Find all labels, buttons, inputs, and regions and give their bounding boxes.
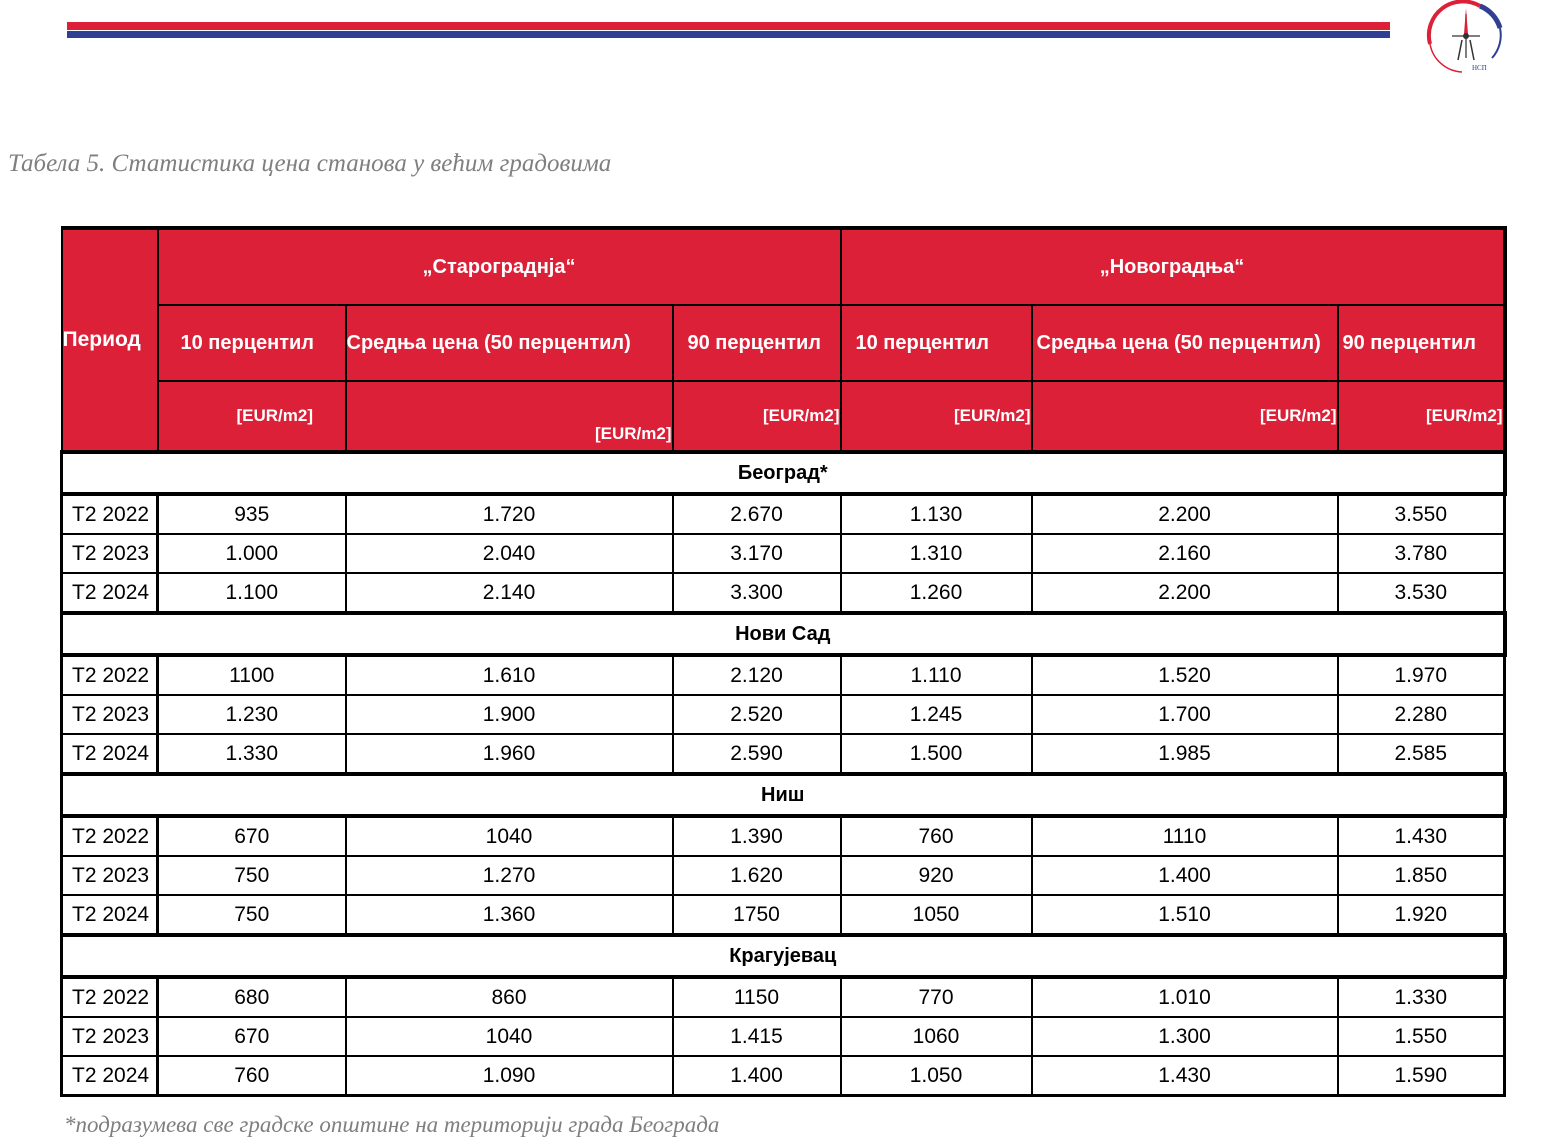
value-cell: 2.590	[673, 734, 841, 774]
value-cell: 1.415	[673, 1017, 841, 1056]
value-cell: 1.010	[1032, 977, 1338, 1017]
table-row	[62, 534, 1505, 573]
logo-text: НСП	[1472, 64, 1487, 72]
header-flag-stripe	[67, 22, 1390, 38]
value-cell: 3.530	[1338, 573, 1505, 613]
period-cell: Т2 2022	[62, 977, 158, 1017]
value-cell: 1.700	[1032, 695, 1338, 734]
value-cell: 1.000	[158, 534, 346, 573]
value-cell: 2.585	[1338, 734, 1505, 774]
value-cell: 1.985	[1032, 734, 1338, 774]
value-cell: 1.130	[841, 494, 1032, 534]
stripe-blue	[67, 31, 1390, 38]
value-cell: 1110	[1032, 816, 1338, 856]
value-cell: 1100	[158, 655, 346, 695]
subheader-median-new: Средња цена (50 перцентил)	[1032, 305, 1338, 381]
value-cell: 1.550	[1338, 1017, 1505, 1056]
value-cell: 2.200	[1032, 573, 1338, 613]
value-cell: 1.110	[841, 655, 1032, 695]
period-cell: Т2 2023	[62, 534, 158, 573]
value-cell: 1.920	[1338, 895, 1505, 935]
value-cell: 2.040	[346, 534, 673, 573]
unit-median-old: [EUR/m2]	[346, 381, 673, 452]
city-name: Крагујевац	[62, 935, 1505, 977]
table-row	[62, 494, 1505, 534]
period-cell: Т2 2023	[62, 856, 158, 895]
unit-p10-new: [EUR/m2]	[841, 381, 1032, 452]
value-cell: 1.960	[346, 734, 673, 774]
table-row	[62, 1056, 1505, 1096]
value-cell: 2.140	[346, 573, 673, 613]
price-statistics-table	[60, 226, 1507, 1097]
value-cell: 1040	[346, 1017, 673, 1056]
value-cell: 935	[158, 494, 346, 534]
period-cell: Т2 2024	[62, 1056, 158, 1096]
period-cell: Т2 2024	[62, 895, 158, 935]
period-header: Период	[62, 228, 158, 452]
subheader-p90-new: 90 перцентил	[1338, 305, 1505, 381]
city-name: Нови Сад	[62, 613, 1505, 655]
value-cell: 2.280	[1338, 695, 1505, 734]
table-row	[62, 977, 1505, 1017]
value-cell: 3.300	[673, 573, 841, 613]
table-row	[62, 1017, 1505, 1056]
value-cell: 1.430	[1338, 816, 1505, 856]
value-cell: 760	[158, 1056, 346, 1096]
value-cell: 670	[158, 816, 346, 856]
table-row	[62, 734, 1505, 774]
value-cell: 920	[841, 856, 1032, 895]
compass-logo-icon	[1422, 0, 1506, 76]
value-cell: 1.900	[346, 695, 673, 734]
value-cell: 760	[841, 816, 1032, 856]
period-cell: Т2 2022	[62, 655, 158, 695]
group-header-new-build: „Новоградња“	[841, 228, 1505, 305]
value-cell: 1040	[346, 816, 673, 856]
table-row	[62, 895, 1505, 935]
city-name: Београд*	[62, 452, 1505, 494]
value-cell: 1.260	[841, 573, 1032, 613]
footnote: *подразумева све градске општине на територији града Београда	[64, 1112, 720, 1137]
value-cell: 1.400	[673, 1056, 841, 1096]
value-cell: 1.310	[841, 534, 1032, 573]
value-cell: 750	[158, 895, 346, 935]
value-cell: 1.720	[346, 494, 673, 534]
city-section-row	[62, 452, 1505, 494]
subheader-p10-new: 10 перцентил	[841, 305, 1032, 381]
table-row	[62, 816, 1505, 856]
city-section-row	[62, 613, 1505, 655]
period-cell: Т2 2024	[62, 573, 158, 613]
value-cell: 2.670	[673, 494, 841, 534]
city-section-row	[62, 935, 1505, 977]
value-cell: 1.300	[1032, 1017, 1338, 1056]
value-cell: 3.170	[673, 534, 841, 573]
subheader-p90-old: 90 перцентил	[673, 305, 841, 381]
value-cell: 1.090	[346, 1056, 673, 1096]
unit-p90-old: [EUR/m2]	[673, 381, 841, 452]
table-row	[62, 573, 1505, 613]
period-cell: Т2 2022	[62, 494, 158, 534]
value-cell: 1.500	[841, 734, 1032, 774]
value-cell: 1.590	[1338, 1056, 1505, 1096]
value-cell: 1.390	[673, 816, 841, 856]
city-section-row	[62, 774, 1505, 816]
value-cell: 1.520	[1032, 655, 1338, 695]
subheader-median-old: Средња цена (50 перцентил)	[346, 305, 673, 381]
value-cell: 1150	[673, 977, 841, 1017]
stripe-red	[67, 22, 1390, 30]
value-cell: 1750	[673, 895, 841, 935]
value-cell: 1.360	[346, 895, 673, 935]
value-cell: 1.850	[1338, 856, 1505, 895]
value-cell: 1.330	[158, 734, 346, 774]
value-cell: 1050	[841, 895, 1032, 935]
value-cell: 1060	[841, 1017, 1032, 1056]
period-cell: Т2 2023	[62, 1017, 158, 1056]
table-row	[62, 655, 1505, 695]
value-cell: 1.970	[1338, 655, 1505, 695]
value-cell: 1.330	[1338, 977, 1505, 1017]
group-header-old-build: „Старограднја“	[158, 228, 841, 305]
value-cell: 1.270	[346, 856, 673, 895]
subheader-p10-old: 10 перцентил	[158, 305, 346, 381]
value-cell: 1.510	[1032, 895, 1338, 935]
value-cell: 3.550	[1338, 494, 1505, 534]
table-caption: Табела 5. Статистика цена станова у већим градовима	[8, 150, 612, 177]
value-cell: 2.520	[673, 695, 841, 734]
value-cell: 2.160	[1032, 534, 1338, 573]
value-cell: 1.230	[158, 695, 346, 734]
value-cell: 750	[158, 856, 346, 895]
unit-p10-old: [EUR/m2]	[158, 381, 346, 452]
value-cell: 3.780	[1338, 534, 1505, 573]
city-name: Ниш	[62, 774, 1505, 816]
period-cell: Т2 2024	[62, 734, 158, 774]
value-cell: 770	[841, 977, 1032, 1017]
value-cell: 2.120	[673, 655, 841, 695]
value-cell: 1.245	[841, 695, 1032, 734]
value-cell: 2.200	[1032, 494, 1338, 534]
value-cell: 1.100	[158, 573, 346, 613]
value-cell: 860	[346, 977, 673, 1017]
table-row	[62, 856, 1505, 895]
table-body	[62, 452, 1505, 1096]
period-cell: Т2 2023	[62, 695, 158, 734]
value-cell: 680	[158, 977, 346, 1017]
value-cell: 1.050	[841, 1056, 1032, 1096]
value-cell: 1.400	[1032, 856, 1338, 895]
period-cell: Т2 2022	[62, 816, 158, 856]
value-cell: 1.430	[1032, 1056, 1338, 1096]
value-cell: 670	[158, 1017, 346, 1056]
value-cell: 1.610	[346, 655, 673, 695]
unit-median-new: [EUR/m2]	[1032, 381, 1338, 452]
unit-p90-new: [EUR/m2]	[1338, 381, 1505, 452]
table-row	[62, 695, 1505, 734]
value-cell: 1.620	[673, 856, 841, 895]
